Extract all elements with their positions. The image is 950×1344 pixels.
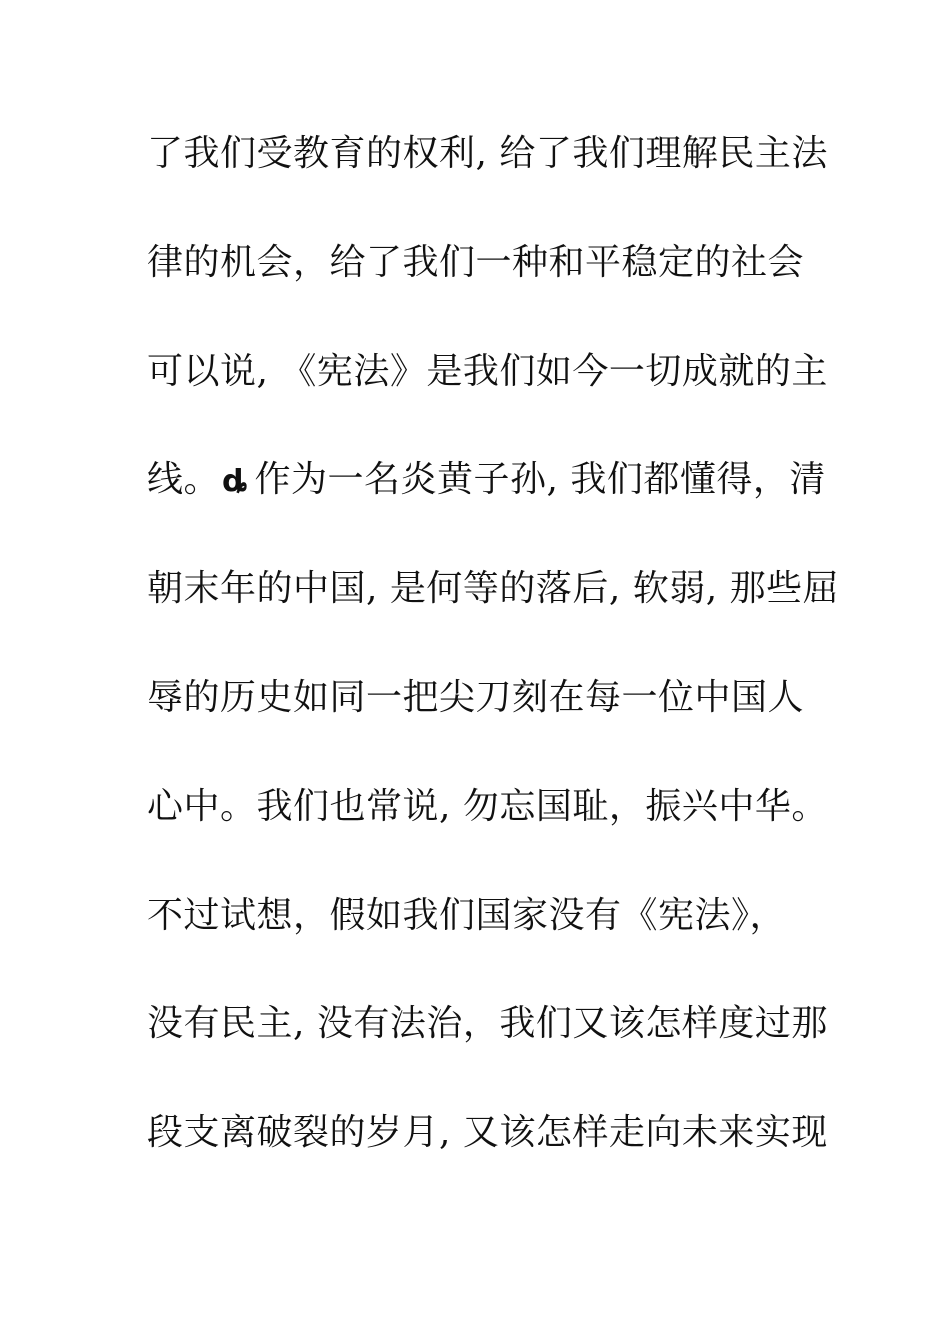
special-glyph-mark: ȡ xyxy=(222,464,249,499)
text-line-4 xyxy=(147,450,826,510)
text-line-7: 心中。我们也常说, 勿忘国耻，振兴中华。 xyxy=(147,786,828,827)
text-line-10: 段支离破裂的岁月, 又该怎样走向未来实现 xyxy=(147,1112,828,1153)
text-line-3: 可以说, 《宪法》是我们如今一切成就的主 xyxy=(147,351,828,392)
text-line-4-prefix: 线。 xyxy=(147,459,221,500)
text-line-9: 没有民主, 没有法治，我们又该怎样度过那 xyxy=(147,1003,828,1044)
text-line-6: 辱的历史如同一把尖刀刻在每一位中国人 xyxy=(147,677,805,718)
text-line-8: 不过试想，假如我们国家没有《宪法》， xyxy=(147,895,787,936)
text-line-4-body: 作为一名炎黄子孙, 我们都懂得，清 xyxy=(254,459,826,500)
text-line-2: 律的机会，给了我们一种和平稳定的社会 xyxy=(147,242,805,283)
text-line-1: 了我们受教育的权利, 给了我们理解民主法 xyxy=(147,133,828,174)
text-line-5: 朝末年的中国, 是何等的落后, 软弱, 那些屈 xyxy=(147,568,840,609)
